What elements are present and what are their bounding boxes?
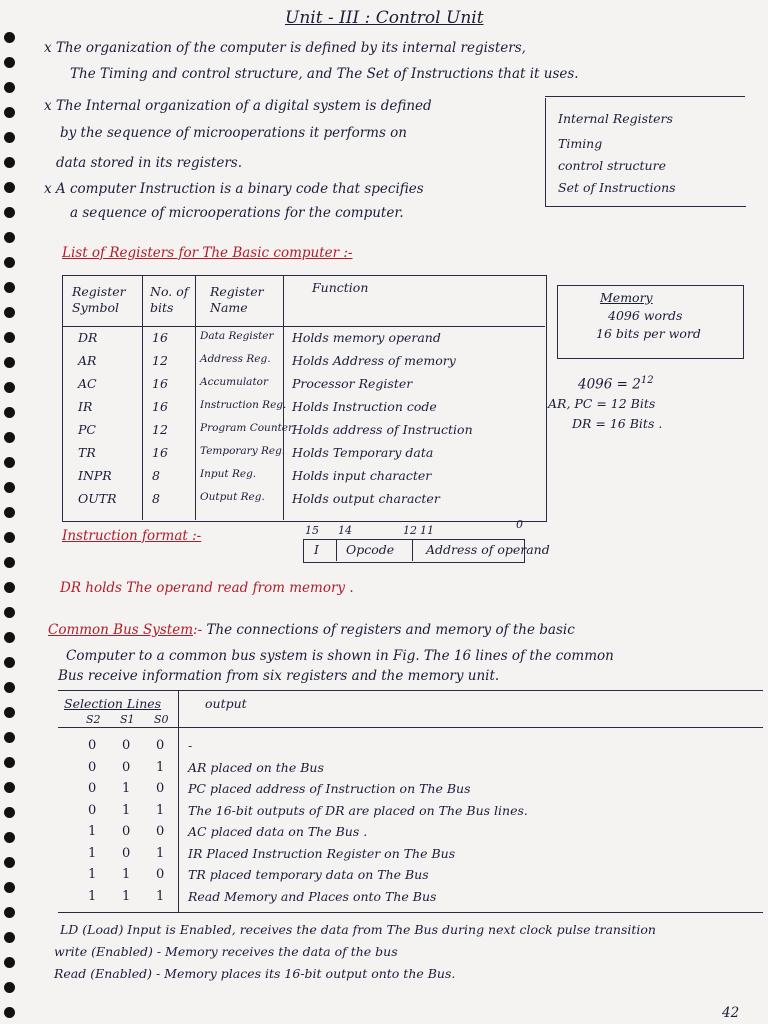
spiral-hole xyxy=(4,732,15,743)
side-item-registers: Internal Registers xyxy=(558,111,673,126)
register-bits: 16 xyxy=(152,445,168,460)
sel-output: IR Placed Instruction Register on The Bus xyxy=(188,845,456,861)
sel-output: - xyxy=(188,738,193,753)
spiral-hole xyxy=(4,107,15,118)
sel-s0: 0 xyxy=(156,781,165,796)
register-symbol: AC xyxy=(78,376,97,391)
sel-s2: 1 xyxy=(88,824,97,839)
sub-s2: S2 xyxy=(86,713,101,726)
sel-output: The 16-bit outputs of DR are placed on The Bus lines. xyxy=(188,802,528,818)
sel-output: AC placed data on The Bus . xyxy=(188,824,368,839)
bit-12: 12 xyxy=(403,524,417,537)
spiral-hole xyxy=(4,382,15,393)
header-symbol: Register Symbol xyxy=(72,284,126,315)
bit-14: 14 xyxy=(338,524,352,537)
sel-s0: 0 xyxy=(156,867,165,882)
register-function: Holds Temporary data xyxy=(292,445,434,460)
spiral-hole xyxy=(4,32,15,43)
field-opcode: Opcode xyxy=(346,542,395,557)
spiral-hole xyxy=(4,807,15,818)
register-bits: 12 xyxy=(152,353,168,368)
spiral-hole xyxy=(4,657,15,668)
sel-s1: 1 xyxy=(122,781,131,796)
register-function: Processor Register xyxy=(292,376,413,391)
sel-s1: 1 xyxy=(122,802,131,818)
spiral-hole xyxy=(4,332,15,343)
sel-s2: 1 xyxy=(88,845,97,861)
register-name: Instruction Reg. xyxy=(200,399,287,411)
sel-s1: 0 xyxy=(122,824,131,839)
register-bits: 16 xyxy=(152,376,168,391)
sel-s2: 0 xyxy=(88,759,97,775)
footer-note-2: write (Enabled) - Memory receives the data of the bus xyxy=(54,944,398,959)
field-address: Address of operand xyxy=(426,542,550,557)
register-name: Output Reg. xyxy=(200,491,265,503)
sub-s1: S1 xyxy=(120,713,135,726)
field-i: I xyxy=(314,542,319,557)
register-name: Address Reg. xyxy=(200,353,271,365)
register-name: Program Counter xyxy=(200,422,294,434)
spiral-hole xyxy=(4,782,15,793)
header-name: Register Name xyxy=(210,284,264,315)
spiral-holes xyxy=(0,0,24,1024)
spiral-hole xyxy=(4,982,15,993)
page-title: Unit - III : Control Unit xyxy=(285,8,484,28)
sel-s0: 1 xyxy=(156,802,165,818)
spiral-hole xyxy=(4,282,15,293)
side-item-timing: Timing xyxy=(558,136,603,151)
sel-s0: 0 xyxy=(156,738,165,753)
spiral-hole xyxy=(4,257,15,268)
register-symbol: PC xyxy=(78,422,96,437)
sel-s2: 1 xyxy=(88,888,97,904)
bit-11: 11 xyxy=(420,524,434,537)
spiral-hole xyxy=(4,757,15,768)
register-function: Holds Address of memory xyxy=(292,353,456,368)
spiral-hole xyxy=(4,707,15,718)
spiral-hole xyxy=(4,507,15,518)
side-item-control: control structure xyxy=(558,158,666,173)
sel-output: Read Memory and Places onto The Bus xyxy=(188,888,437,904)
register-function: Holds address of Instruction xyxy=(292,422,473,437)
register-name: Temporary Reg. xyxy=(200,445,286,457)
selection-header: Selection Lines xyxy=(64,696,162,711)
sel-s0: 1 xyxy=(156,888,165,904)
spiral-hole xyxy=(4,582,15,593)
register-symbol: TR xyxy=(78,445,96,460)
memory-eq: $4096 = 2^{12}$ xyxy=(578,375,654,393)
spiral-hole xyxy=(4,232,15,243)
intro-line-1: x The organization of the computer is defined by its internal registers, xyxy=(44,40,526,56)
sel-s1: 1 xyxy=(122,867,131,882)
common-bus-line-3: Bus receive information from six registers and the memory unit. xyxy=(58,668,500,684)
intro-line-2: The Timing and control structure, and The Set of Instructions that it uses. xyxy=(70,66,579,82)
register-symbol: IR xyxy=(78,399,93,414)
registers-heading: List of Registers for The Basic computer :- xyxy=(62,245,353,261)
header-function: Function xyxy=(312,280,369,295)
sel-output: PC placed address of Instruction on The Bus xyxy=(188,781,471,796)
spiral-hole xyxy=(4,132,15,143)
register-bits: 12 xyxy=(152,422,168,437)
footer-note-3: Read (Enabled) - Memory places its 16-bit output onto the Bus. xyxy=(54,966,456,981)
intro-line-7: a sequence of microoperations for the computer. xyxy=(70,205,404,221)
spiral-hole xyxy=(4,932,15,943)
spiral-hole xyxy=(4,457,15,468)
spiral-hole xyxy=(4,182,15,193)
sel-s1: 0 xyxy=(122,738,131,753)
ar-pc-bits: AR, PC = 12 Bits xyxy=(548,396,656,411)
dr-note: DR holds The operand read from memory . xyxy=(60,580,354,596)
sel-s0: 1 xyxy=(156,845,165,861)
spiral-hole xyxy=(4,357,15,368)
register-name: Accumulator xyxy=(200,376,269,388)
register-symbol: OUTR xyxy=(78,491,117,506)
register-symbol: AR xyxy=(78,353,97,368)
sel-s0: 1 xyxy=(156,759,165,775)
spiral-hole xyxy=(4,832,15,843)
register-symbol: INPR xyxy=(78,468,112,483)
spiral-hole xyxy=(4,57,15,68)
sel-s2: 0 xyxy=(88,781,97,796)
page-number: 42 xyxy=(722,1005,740,1021)
sel-s1: 1 xyxy=(122,888,131,904)
sel-s2: 1 xyxy=(88,867,97,882)
spiral-hole xyxy=(4,407,15,418)
instruction-format-label: Instruction format :- xyxy=(62,528,202,544)
intro-line-3: x The Internal organization of a digital system is defined xyxy=(44,98,432,114)
spiral-hole xyxy=(4,82,15,93)
dr-bits: DR = 16 Bits . xyxy=(572,416,663,431)
register-function: Holds input character xyxy=(292,468,432,483)
common-bus-line-1: Common Bus System:- The connections of registers and memory of the basic xyxy=(48,622,575,638)
header-bits: No. of bits xyxy=(150,284,189,315)
sel-output: TR placed temporary data on The Bus xyxy=(188,867,429,882)
spiral-hole xyxy=(4,157,15,168)
spiral-hole xyxy=(4,207,15,218)
sel-s2: 0 xyxy=(88,738,97,753)
register-bits: 8 xyxy=(152,491,160,506)
spiral-hole xyxy=(4,532,15,543)
bit-15: 15 xyxy=(305,524,319,537)
spiral-hole xyxy=(4,307,15,318)
register-function: Holds Instruction code xyxy=(292,399,437,414)
memory-bits: 16 bits per word xyxy=(596,326,701,341)
memory-title: Memory xyxy=(600,290,653,305)
spiral-hole xyxy=(4,632,15,643)
register-bits: 8 xyxy=(152,468,160,483)
intro-line-4: by the sequence of microoperations it performs on xyxy=(60,125,407,141)
sub-s0: S0 xyxy=(154,713,169,726)
sel-s2: 0 xyxy=(88,802,97,818)
spiral-hole xyxy=(4,432,15,443)
register-function: Holds output character xyxy=(292,491,440,506)
spiral-hole xyxy=(4,882,15,893)
spiral-hole xyxy=(4,907,15,918)
intro-line-5: data stored in its registers. xyxy=(56,155,242,171)
spiral-hole xyxy=(4,482,15,493)
side-item-instructions: Set of Instructions xyxy=(558,180,676,195)
register-name: Input Reg. xyxy=(200,468,257,480)
spiral-hole xyxy=(4,857,15,868)
common-bus-line-2: Computer to a common bus system is shown in Fig. The 16 lines of the common xyxy=(66,648,614,664)
spiral-hole xyxy=(4,1007,15,1018)
register-bits: 16 xyxy=(152,330,168,345)
register-symbol: DR xyxy=(78,330,98,345)
sel-s1: 0 xyxy=(122,759,131,775)
sel-s1: 0 xyxy=(122,845,131,861)
footer-note-1: LD (Load) Input is Enabled, receives the data from The Bus during next clock pulse transition xyxy=(60,922,656,937)
intro-line-6: x A computer Instruction is a binary code that specifies xyxy=(44,181,424,197)
register-bits: 16 xyxy=(152,399,168,414)
spiral-hole xyxy=(4,957,15,968)
register-function: Holds memory operand xyxy=(292,330,441,345)
spiral-hole xyxy=(4,557,15,568)
sel-output: AR placed on the Bus xyxy=(188,759,324,775)
common-bus-heading: Common Bus System xyxy=(48,622,194,638)
output-header: output xyxy=(205,696,247,711)
memory-words: 4096 words xyxy=(608,308,683,323)
spiral-hole xyxy=(4,682,15,693)
bit-0: 0 xyxy=(516,518,523,531)
spiral-hole xyxy=(4,607,15,618)
sel-s0: 0 xyxy=(156,824,165,839)
register-name: Data Register xyxy=(200,330,274,342)
